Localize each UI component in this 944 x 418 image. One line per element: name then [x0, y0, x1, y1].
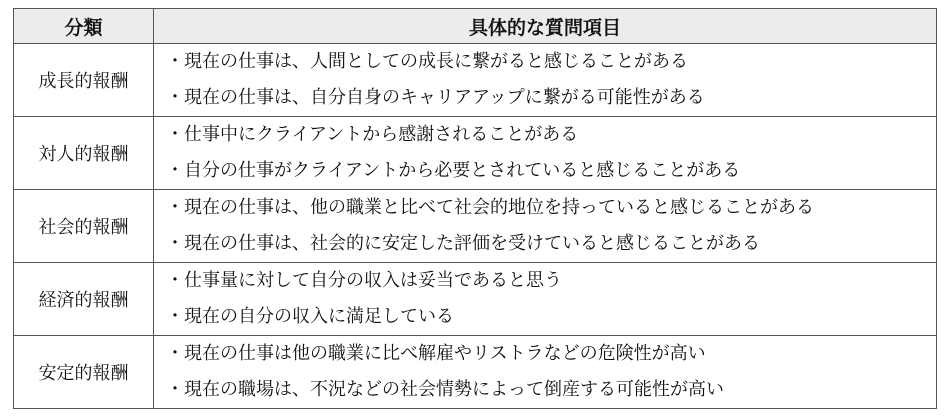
table-header-row [14, 9, 937, 44]
items-cell [154, 117, 937, 190]
category-cell: 対人的報酬 [14, 117, 154, 190]
table-row [14, 263, 937, 336]
question-item: ・現在の仕事は他の職業に比べ解雇やリストラなどの危険性が高い [166, 343, 706, 364]
question-table-container [13, 8, 936, 409]
items-cell [154, 263, 937, 336]
table-row [14, 336, 937, 409]
question-item: ・現在の仕事は、社会的に安定した評価を受けていると感じることがある [166, 233, 760, 254]
header-question-items: 具体的な質問項目 [154, 9, 937, 44]
items-cell [154, 190, 937, 263]
question-table [13, 8, 937, 409]
table-row [14, 190, 937, 263]
category-cell: 成長的報酬 [14, 44, 154, 117]
table-row [14, 117, 937, 190]
items-cell [154, 336, 937, 409]
question-item: ・現在の仕事は、自分自身のキャリアアップに繋がる可能性がある [166, 87, 705, 108]
header-category: 分類 [14, 9, 154, 44]
category-cell: 安定的報酬 [14, 336, 154, 409]
question-item: ・現在の自分の収入に満足している [166, 306, 454, 327]
question-item: ・仕事中にクライアントから感謝されることがある [166, 124, 579, 145]
items-cell [154, 44, 937, 117]
category-cell: 経済的報酬 [14, 263, 154, 336]
table-row [14, 44, 937, 117]
question-item: ・現在の仕事は、人間としての成長に繋がると感じることがある [166, 51, 688, 72]
question-item: ・現在の職場は、不況などの社会情勢によって倒産する可能性が高い [166, 379, 724, 400]
question-item: ・現在の仕事は、他の職業と比べて社会的地位を持っていると感じることがある [166, 197, 814, 218]
category-cell: 社会的報酬 [14, 190, 154, 263]
question-item: ・自分の仕事がクライアントから必要とされていると感じることがある [166, 160, 741, 181]
question-item: ・仕事量に対して自分の収入は妥当であると思う [166, 270, 562, 291]
